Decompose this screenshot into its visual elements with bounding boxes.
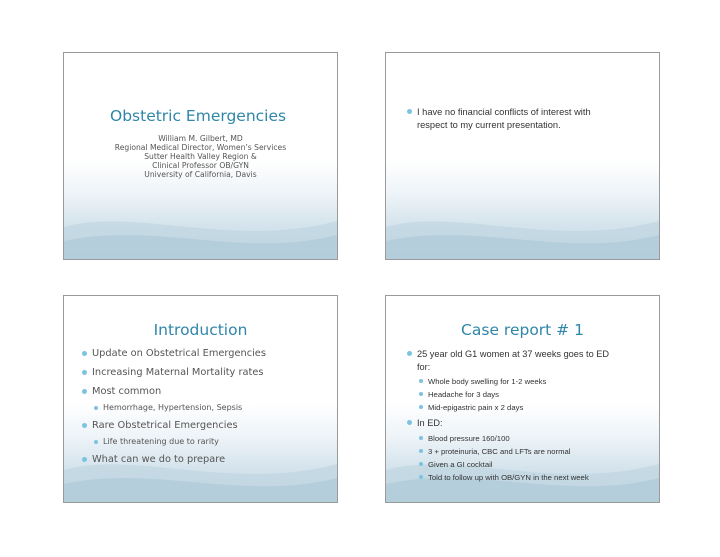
sub-list-item: Told to follow up with OB/GYN in the next week <box>428 471 609 484</box>
bullet-list <box>92 348 266 473</box>
list-item: What can we do to prepare <box>92 454 266 465</box>
slide-title: Introduction <box>153 321 248 339</box>
bullet-list <box>417 348 609 484</box>
slide-1 <box>63 52 338 260</box>
sub-list-item: 3 + proteinuria, CBC and LFTs are normal <box>428 445 609 458</box>
list-item: In ED: <box>417 417 609 430</box>
bullet-text: I have no financial conflicts of interest with <box>417 107 591 117</box>
author-info <box>64 134 337 179</box>
list-item: Update on Obstetrical Emergencies <box>92 348 266 359</box>
bullet-text: respect to my current presentation. <box>417 119 561 130</box>
list-item: Increasing Maternal Mortality rates <box>92 367 266 378</box>
sub-list-item: Given a GI cocktail <box>428 458 609 471</box>
bullet-text: for: <box>417 361 431 372</box>
slide-wave-decoration <box>386 199 659 259</box>
subtitle-line: William M. Gilbert, MD <box>158 134 243 143</box>
sub-list-item: Mid-epigastric pain x 2 days <box>428 401 609 414</box>
list-item: Most common <box>92 386 266 397</box>
bullet-list <box>417 106 591 131</box>
sub-list-item: Life threatening due to rarity <box>103 437 266 446</box>
subtitle-line: Clinical Professor OB/GYN <box>152 161 249 171</box>
list-item: Rare Obstetrical Emergencies <box>92 420 266 431</box>
slide-4 <box>385 295 660 503</box>
sub-list-item: Blood pressure 160/100 <box>428 432 609 445</box>
sub-list-item: Whole body swelling for 1-2 weeks <box>428 375 609 388</box>
slide-title: Case report # 1 <box>461 321 584 339</box>
slide-title: Obstetric Emergencies <box>110 107 287 125</box>
list-item <box>417 106 591 131</box>
sub-list-item: Hemorrhage, Hypertension, Sepsis <box>103 403 266 412</box>
slide-3 <box>63 295 338 503</box>
slide-2 <box>385 52 660 260</box>
subtitle-line: University of California, Davis <box>144 170 257 180</box>
list-item <box>417 348 609 373</box>
sub-list-item: Headache for 3 days <box>428 388 609 401</box>
subtitle-line: Regional Medical Director, Women’s Services <box>114 143 287 153</box>
slide-wave-decoration <box>64 199 337 259</box>
bullet-text: 25 year old G1 women at 37 weeks goes to ED <box>417 349 610 359</box>
subtitle-line: Sutter Health Valley Region & <box>144 152 257 162</box>
